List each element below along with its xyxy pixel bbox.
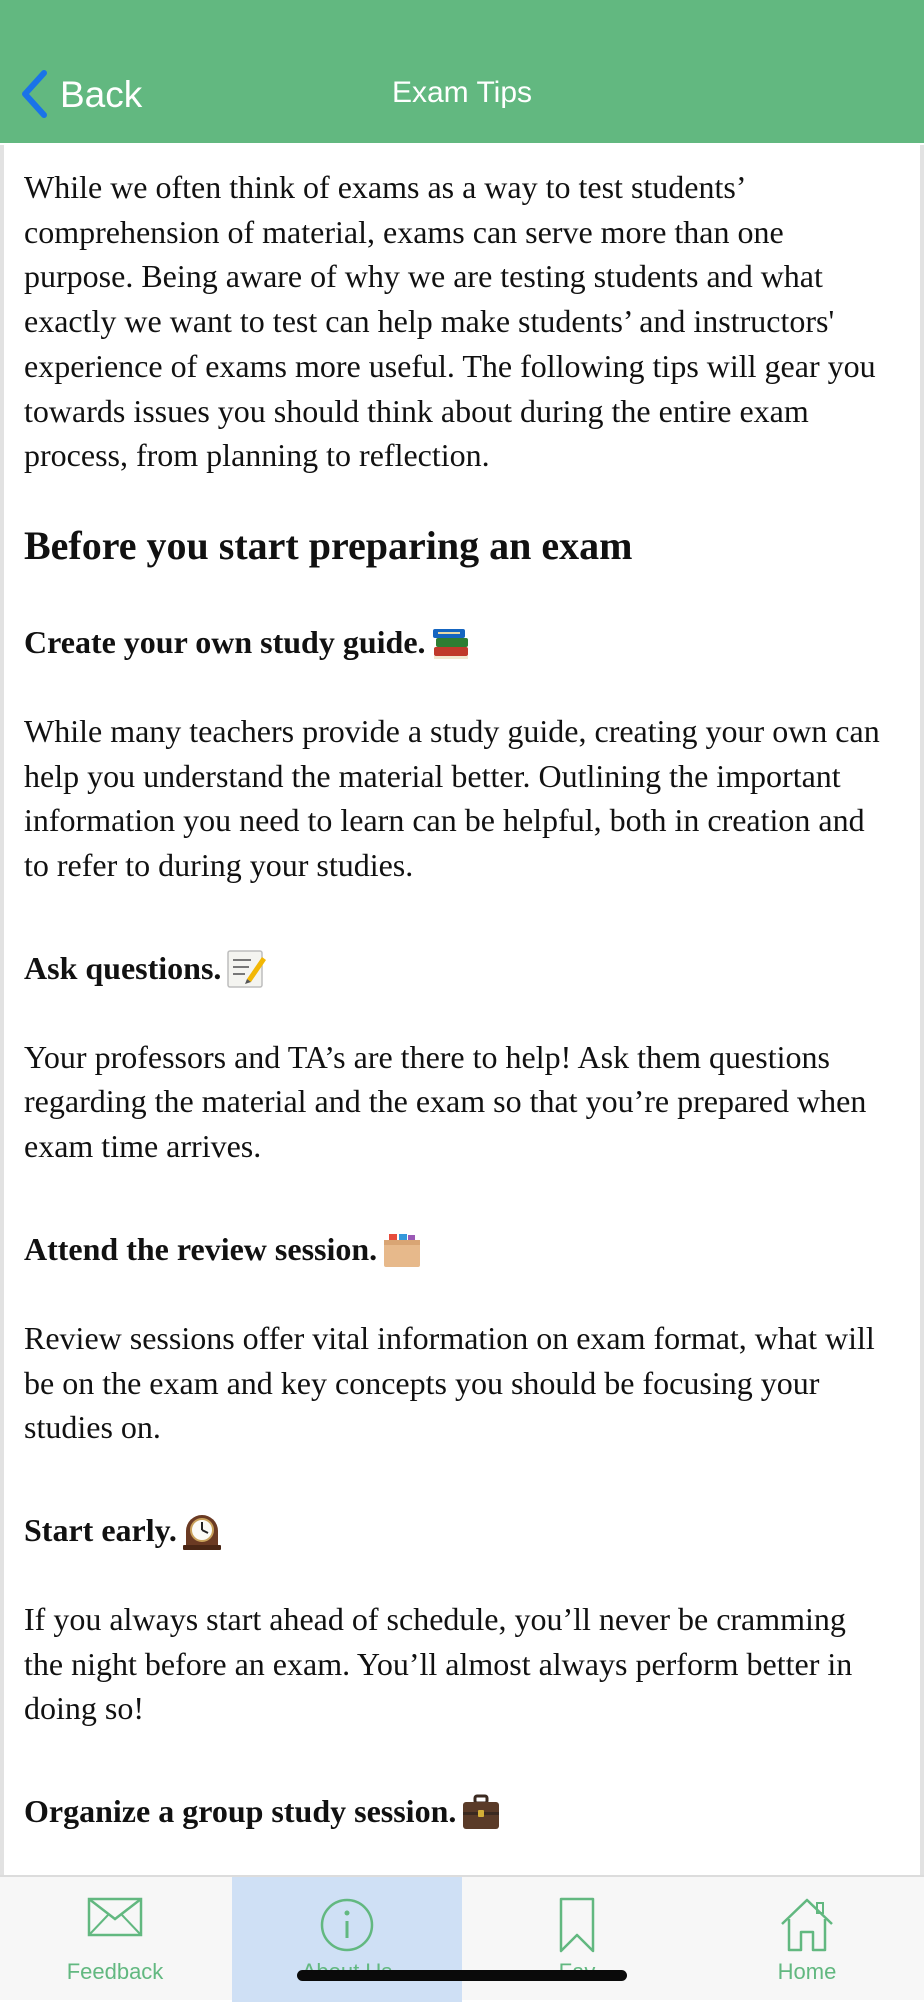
home-indicator[interactable] <box>297 1970 627 1981</box>
tip-title <box>24 1789 890 1833</box>
tip-title <box>24 1508 890 1552</box>
tab-home[interactable] <box>692 1877 922 2002</box>
navigation-bar <box>0 0 924 143</box>
back-label: Back <box>60 73 143 115</box>
card-file-box-icon <box>381 1228 423 1270</box>
content-scroll-area[interactable] <box>0 145 924 1875</box>
tip-title <box>24 620 890 664</box>
tip-title-text: Start early. <box>24 1511 177 1548</box>
tab-bar <box>0 1875 924 2000</box>
tip-body: Review sessions offer vital information on exam format, what will be on the exam and key concepts you should be focusing your studies on. <box>24 1319 875 1446</box>
page-title: Exam Tips <box>391 76 533 109</box>
tip-title-text: Ask questions. <box>24 949 222 986</box>
briefcase-icon <box>460 1790 502 1832</box>
intro-paragraph: While we often think of exams as a way to test students’ comprehension of material, exams can serve more than one purpose. Being aware of why we are testing students and what exactly we want to test can help make students’ and instructors' experience of exams more useful. The following tips will gear you towards issues you should think about during the entire exam process, from planning to reflection. <box>24 169 876 474</box>
tip-title <box>24 1227 890 1271</box>
mantelpiece-clock-icon <box>181 1509 223 1551</box>
tip-title-text: Create your own study guide. <box>24 623 426 660</box>
tab-fav[interactable] <box>462 1877 692 2002</box>
tab-label: Feedback <box>66 1959 164 1984</box>
tip-title-text: Attend the review session. <box>24 1230 378 1267</box>
section-heading: Before you start preparing an exam <box>24 522 633 568</box>
memo-icon <box>225 947 267 989</box>
tip-body: Your professors and TA’s are there to help! Ask them questions regarding the material and the exam so that you’re prepared when exam time arrives. <box>24 1038 867 1165</box>
tip-body: If you always start ahead of schedule, you’ll never be cramming the night before an exam. You’ll almost always perform better in doing so! <box>24 1600 853 1727</box>
tip-title-text: Organize a group study session. <box>24 1793 457 1830</box>
tab-label: Home <box>777 1959 837 1984</box>
tab-about-us[interactable] <box>232 1877 462 2002</box>
tab-feedback[interactable] <box>0 1877 230 2002</box>
books-icon <box>430 621 472 663</box>
tip-body: While many teachers provide a study guide, creating your own can help you understand the material better. Outlining the important information you need to learn can be helpful, both in creation and to refer to during your studies. <box>24 712 880 884</box>
tip-title <box>24 946 890 990</box>
